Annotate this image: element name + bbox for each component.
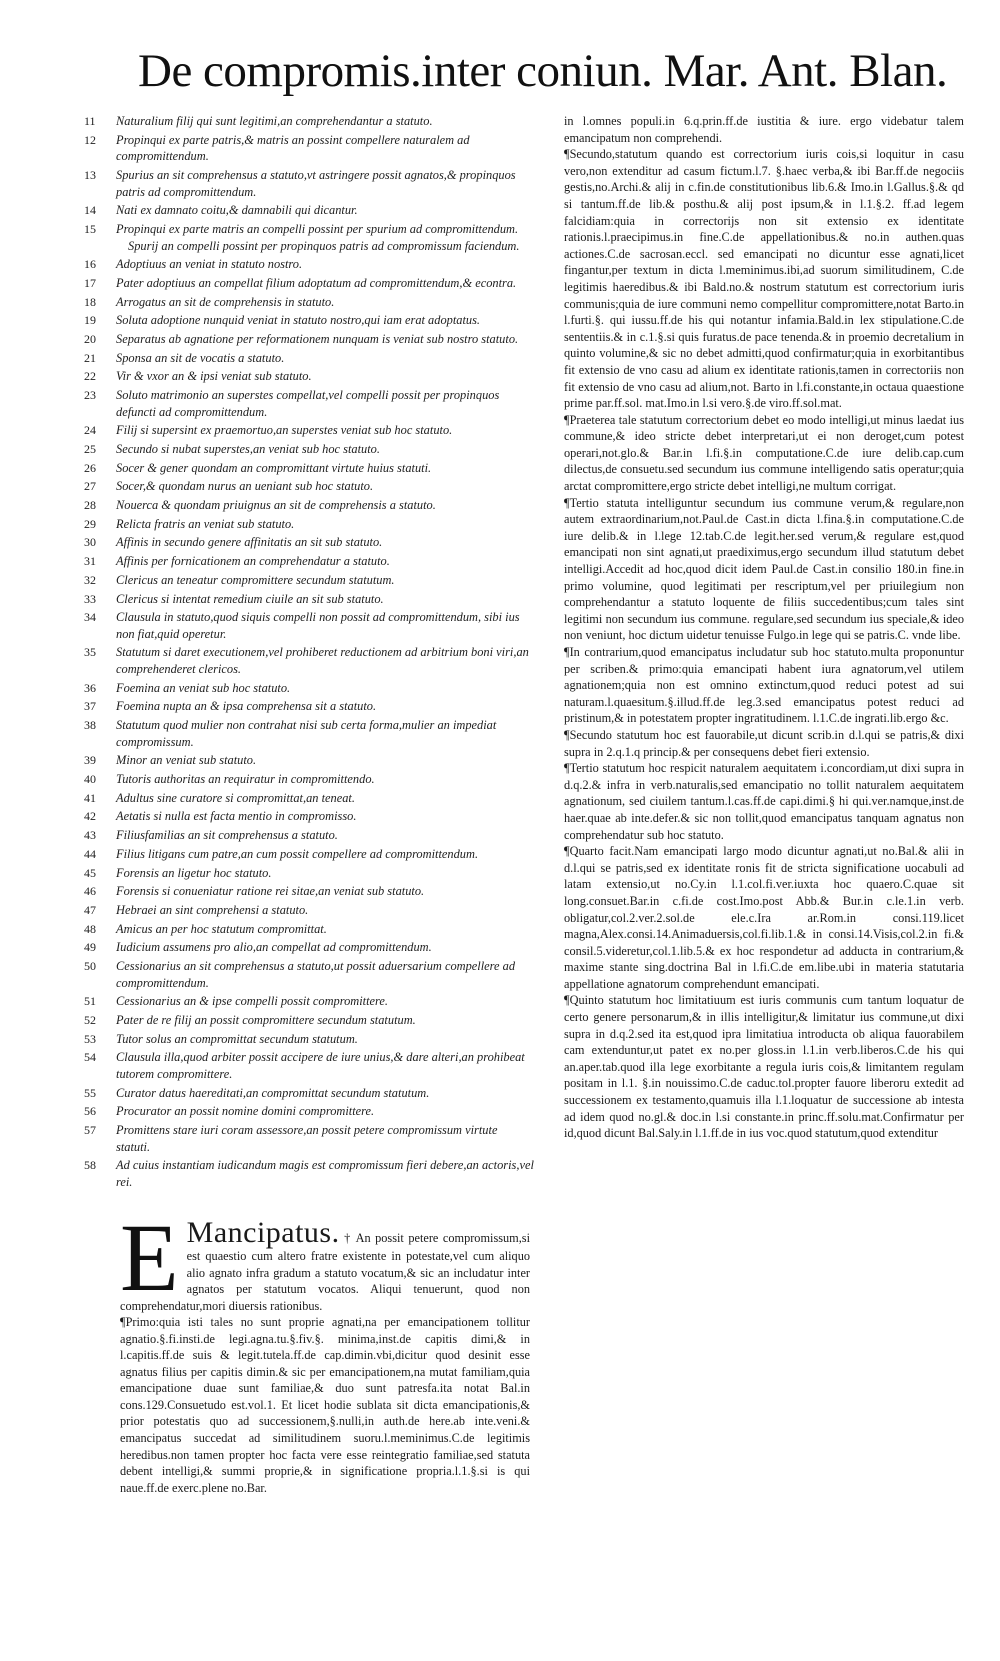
index-number: 53 (84, 1031, 96, 1046)
index-item (82, 591, 534, 608)
index-text: Affinis per fornicationem an comprehendatur a statuto. (116, 554, 390, 569)
index-text: Cessionarius an sit comprehensus a statuto,ut possit aduersarium compellere ad compromittendum. (116, 958, 516, 990)
index-number: 44 (84, 846, 96, 861)
index-text: Propinqui ex parte patris,& matris an possint compellere naturalem ad compromittendum. (116, 132, 470, 164)
index-text: Socer & gener quondam an compromittant virtute huius statuti. (116, 460, 432, 475)
index-text: Procurator an possit nomine domini compromittere. (116, 1104, 375, 1119)
index-item (82, 202, 534, 219)
index-text: Nouerca & quondam priuignus an sit de comprehensis a statuto. (116, 498, 436, 513)
index-text: Hebraei an sint comprehensi a statuto. (116, 902, 309, 917)
index-text: Socer,& quondam nurus an ueniant sub hoc statuto. (116, 479, 374, 494)
index-text: Soluto matrimonio an superstes compellat,vel compelli possit per propinquos defuncti ad compromittendum. (116, 388, 500, 419)
index-text: Pater de re filij an possit compromittere secundum statutum. (116, 1012, 416, 1027)
index-number: 26 (84, 460, 96, 475)
index-number: 12 (84, 132, 96, 147)
index-text: Amicus an per hoc statutum compromittat. (116, 921, 327, 936)
index-text: Curator datus haereditati,an compromittat secundum statutum. (116, 1085, 430, 1100)
index-item (82, 1157, 534, 1190)
index-item (82, 256, 534, 273)
index-text: Aetatis si nulla est facta mentio in compromisso. (116, 809, 357, 824)
index-text: Foemina an veniat sub hoc statuto. (116, 680, 291, 695)
index-item (82, 516, 534, 533)
index-text: Clericus an teneatur compromittere secundum statutum. (116, 572, 395, 587)
index-number: 30 (84, 535, 96, 550)
index-number: 16 (84, 257, 96, 272)
index-text: Separatus ab agnatione per reformationem nunquam is veniat sub nostro statuto. (116, 331, 519, 346)
index-item (82, 717, 534, 750)
index-text: Forensis an ligetur hoc statuto. (116, 865, 272, 880)
index-number: 24 (84, 423, 96, 438)
index-text: Secundo si nubat superstes,an veniat sub hoc statuto. (116, 442, 380, 456)
index-item (82, 1103, 534, 1120)
index-number: 17 (84, 275, 96, 290)
index-item (82, 698, 534, 715)
index-number: 56 (84, 1104, 96, 1119)
index-text: Tutor solus an compromittat secundum statutum. (116, 1031, 358, 1046)
index-item (82, 921, 534, 938)
index-number: 42 (84, 809, 96, 824)
index-number: 40 (84, 772, 96, 787)
index-number: 37 (84, 699, 96, 714)
index-number: 49 (84, 940, 96, 955)
index-item (82, 644, 534, 677)
index-item (82, 478, 534, 495)
drop-cap-initial: E (120, 1204, 179, 1311)
index-number: 23 (84, 388, 96, 403)
index-item (82, 331, 534, 348)
index-number: 32 (84, 572, 96, 587)
index-number: 51 (84, 994, 96, 1009)
index-item (82, 1012, 534, 1029)
right-column-paragraph: ¶Quarto facit.Nam emancipati largo modo dicuntur agnati,ut no.Bal.& alii in d.l.qui se patris,sed ex identitate ronis fit de stricta significatione uocabuli ad latam extensio,ut no.Cy.in l.1.col.fi.ver.iuxta hoc quaero.C.quae sit long.consuet.Bar.in c.fi.de cost.Imo.post Abb.& Bur.in c.le.1.in verb. obligatur,col.2.ver.2.sol.de ele.c.Ira ar.Rom.in consi.119.licet magna,Alex.consi.14.Animaduersis,col.fi.lib.1.& in consi.14.Visis,col.2.in fi.& consil.5.videretur,col.1.lib.5.& ex hoc respondetur ad adducta in contrarium,& maxime stante sing.doctrina Bal in l.fi.C.de em.libe.ubi in materia statutaria appellatione agnatorum comprehendunt emancipati. (564, 844, 964, 991)
index-item (82, 808, 534, 825)
index-text: Relicta fratris an veniat sub statuto. (116, 516, 295, 531)
index-text: Statutum quod mulier non contrahat nisi sub certa forma,mulier an impediat compromissum. (116, 718, 497, 749)
index-text: Filius litigans cum patre,an cum possit compellere ad compromittendum. (116, 846, 479, 861)
index-text: Filiusfamilias an sit comprehensus a statuto. (116, 828, 338, 843)
index-number: 25 (84, 442, 96, 456)
index-number: 18 (84, 294, 96, 309)
index-item (82, 221, 534, 254)
right-column-paragraph: ¶Secundo,statutum quando est correctorium iuris cois,si loquitur in casu vero,non extenditur ad casum fictum.l.7. §.haec verba,& ibi Bar.ff.de negociis gestis,no.Archi.& alij in c.fin.de constitutionibus lib.6.& Imo.in l.Gallus.§.& qd si tantum.ff.de lib.& posthu.& alij post ipsum,& in l.1.§.2. ff.ad legem falcidiam:quia in correctorijs non sit extensio ex identitate rationis.l.praecipimus.in fine.C.de appellationibus.& no.in authen.quas actiones.C.de sacrosan.eccl. sed emancipati no dicuntur esse agnati,licet fingantur,per textum in dicta l.meminimus.ibi,ad suorum similitudinem, C.de legitimis haeredibus.& ibi Bald.no.& nostrum statutum est correctorium iuris communis;quia de iure communi nemo compellitur compromittere,notat Barto.in l.furti.§. qui iussu.ff.de his qui notantur infamia.Bald.in lex stipulatione.C.de sententiis.& in c.1.§.si quis furatus.de pace tenenda.& in proemio decretalium in quinto volumine,& sic no debet admitti,quod confirmatur;quia in exorbitantibus fit extensio de vno casu ad alium ex identitate rationis,tamen in correctoriis non fit extensio de vno casu ad alium,not. Barto in l.fi.constante,in octaua quaestione prime par.ff.sol. mat.Imo.in l.si vero.§.de viro.ff.sol.mat. (564, 147, 964, 411)
index-item (82, 422, 534, 439)
index-text: Naturalium filij qui sunt legitimi,an comprehendantur a statuto. (116, 114, 433, 128)
index-item (82, 827, 534, 844)
index-text: Cessionarius an & ipse compelli possit compromittere. (116, 994, 389, 1009)
index-number: 11 (84, 114, 96, 128)
index-text: Adoptiuus an veniat in statuto nostro. (116, 257, 303, 272)
index-item (82, 167, 534, 200)
index-text: Iudicium assumens pro alio,an compellat ad compromittendum. (116, 940, 432, 955)
index-subtext: Spurij an compelli possint per propinquos patris ad compromissum faciendum. (128, 238, 520, 253)
index-text: Adultus sine curatore si compromittat,an teneat. (116, 790, 355, 805)
index-number: 29 (84, 516, 96, 531)
index-item (82, 939, 534, 956)
index-text: Statutum si daret executionem,vel prohiberet reductionem ad arbitrium boni viri,an comprehenderet clericos. (116, 645, 529, 677)
index-item (82, 132, 534, 165)
index-number: 43 (84, 828, 96, 843)
index-item (82, 497, 534, 514)
section-heading: Mancipatus. (186, 1216, 340, 1249)
index-item (82, 1049, 534, 1082)
index-number: 58 (84, 1158, 96, 1173)
index-item (82, 865, 534, 882)
index-text: Foemina nupta an & ipsa comprehensa sit a statuto. (116, 699, 377, 714)
index-text: Tutoris authoritas an requiratur in compromittendo. (116, 772, 375, 787)
index-text: Forensis si conueniatur ratione rei sitae,an veniat sub statuto. (116, 884, 425, 899)
index-number: 20 (84, 331, 96, 346)
index-item (82, 958, 534, 991)
index-text: Clericus si intentat remedium ciuile an sit sub statuto. (116, 591, 384, 606)
index-number: 35 (84, 645, 96, 660)
index-item (82, 752, 534, 769)
main-text-left (120, 1204, 531, 1496)
index-text: Arrogatus an sit de comprehensis in statuto. (116, 294, 335, 309)
index-number: 46 (84, 884, 96, 899)
index-text: Nati ex damnato coitu,& damnabili qui dicantur. (116, 203, 358, 218)
body-paragraph: ¶Primo:quia isti tales no sunt proprie agnati,na per emancipationem tollitur agnatio.§.fi.insti.de legi.agna.tu.§.fiv.§. minima,inst.de capitis dimi,& in l.capitis.ff.de suis & legit.tutela.ff.de cap.dimin.vbi,dicitur quod desinit esse agnatus filius per capitis dimin.& sic per emancipationem,na mutat familiam,quia emancipatione duae sunt familiae,& duo sunt patresfa.ita notat Bal.in cons.129.Consuetudo est.vol.1. Et licet hodie sublata sit dicta emancipationis,& prior potestatis quo ad successionem,§.nulli,in auth.de here.ab inte.veni.& emancipatus succedat ad similitudinem suoru.l.meminimus.C.de legitimis heredibus.non tamen propter hoc facta vere esse reintegratio familiae,sed statuta debent intelligi,& summi proprie,& in significatione propria.l.1.§.si is qui naue.ff.de exerc.plene no.Bar. (120, 1315, 530, 1495)
right-column-paragraph: ¶Secundo statutum hoc est fauorabile,ut dicunt scrib.in d.l.qui se patris,& dixi supra in 2.q.1.q princip.& per consequens debet fieri extensio. (564, 727, 964, 759)
index-number: 28 (84, 498, 96, 513)
index-item (82, 368, 534, 385)
index-number: 41 (84, 790, 96, 805)
index-item (82, 294, 534, 311)
index-text: Affinis in secundo genere affinitatis an sit sub statuto. (116, 535, 383, 550)
index-text: Promittens stare iuri coram assessore,an possit petere compromissum virtute statuti. (116, 1122, 498, 1154)
index-number: 48 (84, 921, 96, 936)
index-number: 52 (84, 1012, 96, 1027)
index-text: Minor an veniat sub statuto. (116, 753, 257, 768)
index-item (82, 609, 534, 642)
index-item (82, 387, 534, 420)
index-number: 39 (84, 753, 96, 768)
index-item (82, 312, 534, 329)
index-item (82, 993, 534, 1010)
summary-index (82, 113, 534, 1193)
index-number: 50 (84, 958, 96, 973)
index-number: 13 (84, 167, 96, 182)
index-text: Spurius an sit comprehensus a statuto,vt astringere possit agnatos,& propinquos patris ad compromittendum. (116, 167, 516, 199)
index-item (82, 846, 534, 863)
index-number: 33 (84, 591, 96, 606)
right-column-paragraph: ¶Praeterea tale statutum correctorium debet eo modo intelligi,ut minus laedat ius commune,& ideo stricte debet interpretari,ut ei non deroget,cum potest operari,not.glo.& Bar.in l.fi.§.in computatione.C.de iure delib.cap.cum dilectus,de consuetu.sed secundum ius commune intelligendo satis operatur;quia arctat compromittere,ergo stricte debet intelligi,ne multum corrigat. (564, 412, 964, 494)
index-number: 19 (84, 313, 96, 328)
index-item (82, 1122, 534, 1155)
index-item (82, 534, 534, 551)
right-column-paragraph: ¶Quinto statutum hoc limitatiuum est iuris communis cum tantum loquatur de certo genere personarum,& in illis intelligitur,& limitatur ius commune,ut dixi supra in d.q.2.sed ita est,quod ipra limitatiua introducta ob aliqua fauorabilem cam extenduntur,ut patet ex no.per gloss.in l.1.in verb.liberos.C.de his qui an.aper.tab.quod illa lege exorbitante a regula iuris cois,& limitantem regulam positam in l.1. §.in nouissimo.C.de caduc.tol.propter fauore liberoru extedit ad successionem ex testamento,quamuis illa l.1.loquatur de successione ab intesta ad idem quod no.gl.& doc.in l.si constante.in princ.ff.solu.mat.Confirmatur per id,quod dicunt Bal.Saly.in l.1.ff.de in ius voc.quod statutum,quod extenditur (564, 993, 964, 1141)
index-item (82, 902, 534, 919)
main-text-right (564, 113, 964, 1142)
index-number: 36 (84, 680, 96, 695)
index-text: Pater adoptiuus an compellat filium adoptatum ad compromittendum,& econtra. (116, 275, 517, 290)
index-item (82, 1085, 534, 1102)
index-item (82, 790, 534, 807)
index-number: 55 (84, 1085, 96, 1100)
right-column-paragraph: in l.omnes populi.in 6.q.prin.ff.de iustitia & iure. ergo videbatur talem emancipatum non comprehendi. (564, 114, 964, 145)
index-text: Clausula in statuto,quod siquis compelli non possit ad compromittendum, sibi ius non fiat,quid operetur. (116, 610, 520, 641)
index-number: 21 (84, 350, 96, 365)
opening-text: † An possit petere compromissum,si est quaestio cum altero fratre existente in potestate,vel cum aliquo alio agnato infra gradum a statuto vocatum,& sic an includatur inter agnatos per statutum vocatos. Aliqui tenuerunt, quod non comprehendatur,mori diuersis rationibus. (120, 1231, 531, 1313)
index-text: Ad cuius instantiam iudicandum magis est compromissum fieri debere,an actoris,vel rei. (116, 1158, 534, 1189)
index-item (82, 680, 534, 697)
right-column-paragraph: ¶In contrarium,quod emancipatus includatur sub hoc statuto.multa proponuntur per scriben.& primo:quia emancipati habent iura agnatorum,vel utilem agnationem;quia non est omnino extinctum,quod reduci potest ad sui naturam.l.quaesitum.§.illud.ff.de leg.3.sed emancipatus potest reduci ad pristinum,& in potestatem propter ingratitudinem. l.1.C.de ingrati.lib.ergo &c. (564, 645, 964, 726)
index-number: 34 (84, 610, 96, 625)
index-number: 14 (84, 203, 96, 218)
index-text: Filij si supersint ex praemortuo,an superstes veniat sub hoc statuto. (116, 423, 453, 438)
right-column-paragraph: ¶Tertio statutum hoc respicit naturalem aequitatem i.concordiam,ut dixi supra in d.q.2.& infra in verb.naturalis,sed emancipatio no tollit naturalem aequitatem agnationum, sed ciuilem tantum.l.cas.ff.de capi.dimi.§ hi qui.ver.namque,inst.de haer.quae ab inte.defer.& sic non tollit,quod emancipatus tanquam agnatus non comprehendatur sub hoc statuto. (564, 761, 964, 842)
page-title: De compromis.inter coniun. Mar. Ant. Blan. (138, 45, 948, 97)
index-item (82, 572, 534, 589)
index-item (82, 275, 534, 292)
index-item (82, 350, 534, 367)
index-item (82, 553, 534, 570)
index-number: 54 (84, 1050, 96, 1065)
index-number: 31 (84, 554, 96, 569)
index-text: Soluta adoptione nunquid veniat in statuto nostro,qui iam erat adoptatus. (116, 313, 481, 328)
index-item (82, 441, 534, 458)
index-item (82, 460, 534, 477)
index-number: 45 (84, 865, 96, 880)
right-column-paragraph: ¶Tertio statuta intelliguntur secundum ius commune verum,& regulare,non autem extraordinarium,not.Paul.de Cast.in dicta l.fina.§.in computatione.C.de iure delib.& in l.lege 12.tab.C.de legit.her.sed verum,& regulare est,quod emancipati non sint agnati,ut praediximus,ergo secundum illud statutum debet intelligi.Accedit ad hoc,quod dicit idem Paul.de Cast.in consilio 180.in fine.in primo volumine, quod legitimati per rescriptum,vel per priuilegium non comprehendantur a statuto loquente de filiis succedentibus;cum tales sint legitimi non secundum ius commune. regulare,sed secundum ius speciale,& ideo non veniunt, hoc dictum uidetur tenuisse Fulgo.in lege qui se patris.C. vnde libe. (564, 495, 964, 643)
index-item (82, 113, 534, 130)
index-number: 22 (84, 369, 96, 384)
index-item (82, 883, 534, 900)
index-text: Propinqui ex parte matris an compelli possint per spurium ad compromittendum. (116, 221, 519, 236)
index-number: 15 (84, 221, 96, 236)
index-text: Vir & vxor an & ipsi veniat sub statuto. (116, 369, 312, 384)
index-text: Sponsa an sit de vocatis a statuto. (116, 350, 285, 365)
index-number: 57 (84, 1122, 96, 1137)
index-item (82, 771, 534, 788)
index-number: 27 (84, 479, 96, 494)
index-number: 47 (84, 902, 96, 917)
index-text: Clausula illa,quod arbiter possit accipere de iure unius,& dare alteri,an prohibeat tutorem compromittere. (116, 1050, 525, 1081)
index-item (82, 1031, 534, 1048)
index-number: 38 (84, 718, 96, 733)
